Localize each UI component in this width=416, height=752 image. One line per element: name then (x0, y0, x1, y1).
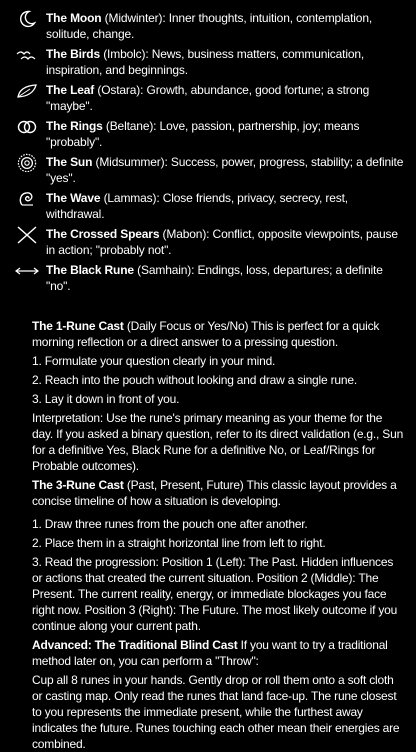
rune-name: The Rings (46, 119, 103, 133)
black-rune-icon (8, 262, 46, 280)
rune-desc: (Mabon): Conflict, opposite viewpoints, pause in action; "probably not". (46, 227, 398, 257)
rune-item-crossed-spears (8, 226, 404, 258)
three-rune-intro (32, 477, 404, 509)
rune-item-wave (8, 190, 404, 222)
advanced-intro-text: If you want to try a traditional method later on, you can perform a "Throw": (32, 638, 388, 668)
three-rune-intro-text: (Past, Present, Future) This classic layout provides a concise timeline of how a situation is developing. (32, 478, 397, 508)
wave-icon (8, 190, 46, 208)
one-rune-intro-text: (Daily Focus or Yes/No) This is perfect for a quick morning reflection or a direct answer to a pressing question. (32, 319, 380, 349)
casting-methods (8, 318, 404, 752)
three-rune-step: 1. Draw three runes from the pouch one after another. (32, 517, 308, 531)
rune-name: The Leaf (46, 83, 95, 97)
rune-item-moon (8, 10, 404, 42)
rune-text (46, 154, 404, 186)
advanced-body: Cup all 8 runes in your hands. Gently drop or roll them onto a soft cloth or casting map. Only read the runes that land face-up. The rune closest to you represents the immediate present, while the furthest away indicates the future. Runes touching each other mean their energies are combined. (32, 673, 400, 751)
rune-desc: (Samhain): Endings, loss, departures; a definite "no". (46, 263, 383, 293)
crossed-spears-icon (8, 226, 46, 244)
rune-text (46, 262, 404, 294)
rune-name: The Sun (46, 155, 93, 169)
rune-item-birds (8, 46, 404, 78)
three-rune-title: The 3-Rune Cast (32, 478, 124, 492)
rune-text (46, 10, 404, 42)
rune-desc: (Ostara): Growth, abundance, good fortune; a strong "maybe". (46, 83, 370, 113)
three-rune-step: 3. Read the progression: Position 1 (Left): The Past. Hidden influences or actions that created the current situation. Position 2 (Middle): The Present. The current reality, energy, or immediate blockages you face right now. Position 3 (Right): The Future. The most likely outcome if you continue along your current path. (32, 555, 398, 633)
advanced-title: Advanced: The Traditional Blind Cast (32, 638, 238, 652)
rune-desc: (Imbolc): News, business matters, communication, inspiration, and beginnings. (46, 47, 365, 77)
rune-item-black-rune (8, 262, 404, 294)
one-rune-step: 2. Reach into the pouch without looking and draw a single rune. (32, 373, 357, 387)
rune-desc: (Beltane): Love, passion, partnership, joy; means "probably". (46, 119, 360, 149)
rune-desc: (Lammas): Close friends, privacy, secrecy, rest, withdrawal. (46, 191, 348, 221)
rune-desc: (Midwinter): Inner thoughts, intuition, contemplation, solitude, change. (46, 11, 373, 41)
rune-item-sun (8, 154, 404, 186)
one-rune-step: 1. Formulate your question clearly in your mind. (32, 354, 276, 368)
rune-text (46, 190, 404, 222)
advanced-intro (32, 637, 404, 669)
rune-item-rings (8, 118, 404, 150)
sun-icon (8, 154, 46, 172)
rune-name: The Moon (46, 11, 102, 25)
rune-text (46, 118, 404, 150)
rune-name: The Birds (46, 47, 100, 61)
one-rune-intro (32, 318, 404, 350)
leaf-icon (8, 82, 46, 100)
rune-text (46, 82, 404, 114)
rings-icon (8, 118, 46, 136)
birds-icon (8, 46, 46, 64)
spacer (8, 298, 404, 318)
rune-item-leaf (8, 82, 404, 114)
rune-text (46, 46, 404, 78)
rune-desc: (Midsummer): Success, power, progress, stability; a definite "yes". (46, 155, 404, 185)
rune-list (8, 10, 404, 294)
rune-name: The Wave (46, 191, 101, 205)
rune-name: The Crossed Spears (46, 227, 160, 241)
three-rune-step: 2. Place them in a straight horizontal line from left to right. (32, 536, 326, 550)
rune-text (46, 226, 404, 258)
one-rune-title: The 1-Rune Cast (32, 319, 124, 333)
moon-icon (8, 10, 46, 28)
one-rune-step: 3. Lay it down in front of you. (32, 392, 180, 406)
rune-name: The Black Rune (46, 263, 134, 277)
one-rune-interpretation: Interpretation: Use the rune's primary meaning as your theme for the day. If you asked a binary question, refer to its direct validation (e.g., Sun for a definitive Yes, Black Rune for a definitive No, or Leaf/Rings for Probable outcomes). (32, 411, 404, 473)
